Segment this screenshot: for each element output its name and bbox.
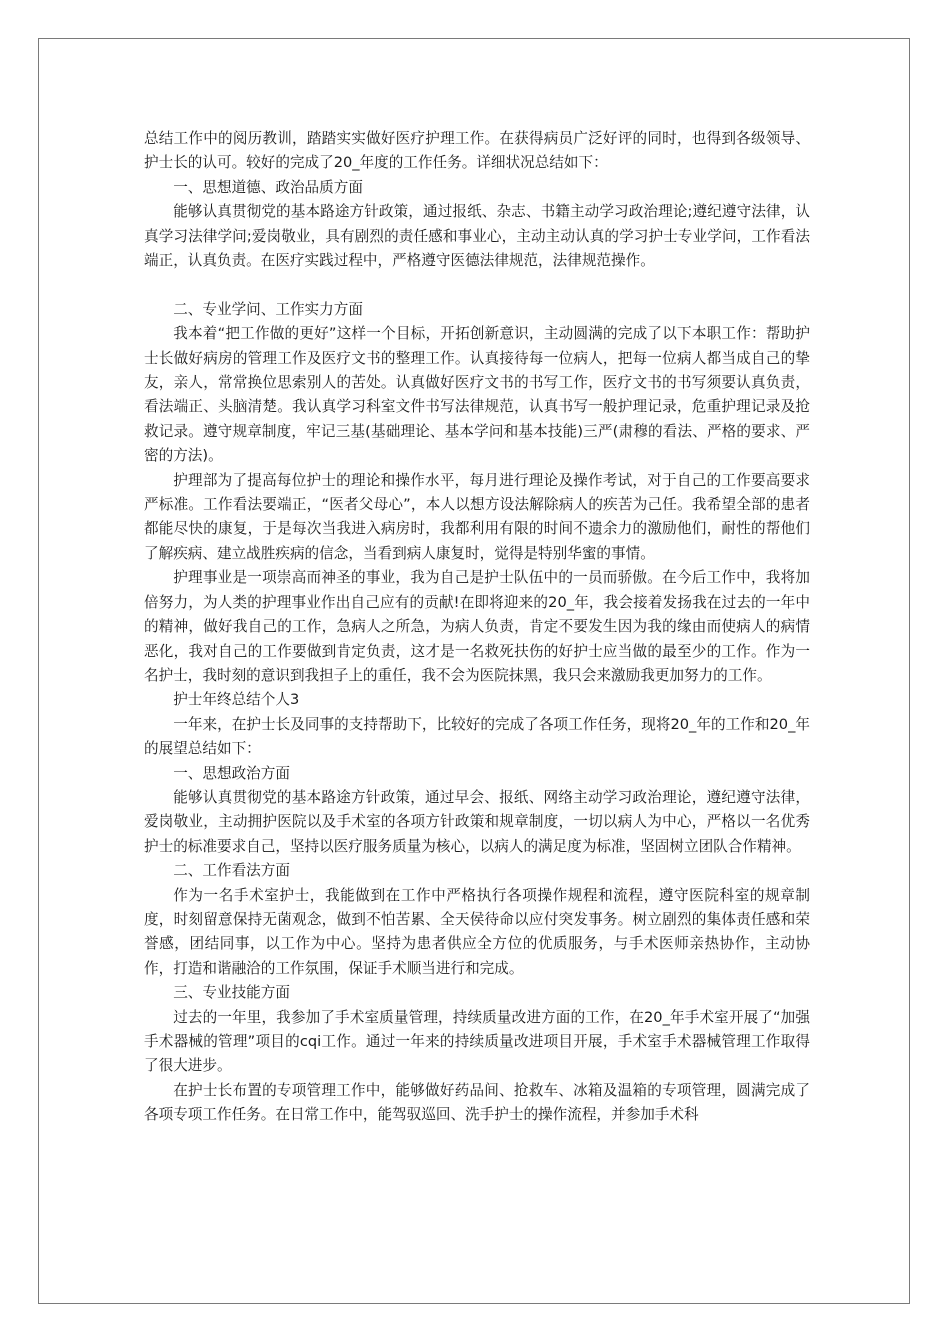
paragraph-summary-3-intro: 一年来，在护士长及同事的支持帮助下，比较好的完成了各项工作任务，现将20_年的工作和20_年的展望总结如下： — [144, 715, 810, 758]
paragraph-professional-1: 我本着“把工作做的更好”这样一个目标，开拓创新意识，主动圆满的完成了以下本职工作：帮助护士长做好病房的管理工作及医疗文书的整理工作。认真接待每一位病人，把每一位病人都当成自己的挚友，亲人，常常换位思索别人的苦处。认真做好医疗文书的书写工作，医疗文书的书写须要认真负责，看法端正、头脑清楚。我认真学习科室文件书写法律规范，认真书写一般护理记录，危重护理记录及抢救记录。遵守规章制度，牢记三基(基础理论、基本学问和基本技能)三严(肃穆的看法、严格的要求、严密的方法)。 — [144, 325, 810, 465]
paragraph-attitude: 作为一名手术室护士，我能做到在工作中严格执行各项操作规程和流程，遵守医院科室的规章制度，时刻留意保持无菌观念，做到不怕苦累、全天侯待命以应付突发事务。树立剧烈的集体责任感和荣誉感，团结同事，以工作为中心。坚持为患者供应全方位的优质服务，与手术医师亲热协作，主动协作，打造和谐融洽的工作氛围，保证手术顺当进行和完成。 — [144, 886, 810, 977]
paragraph-skills-2: 在护士长布置的专项管理工作中，能够做好药品间、抢救车、冰箱及温箱的专项管理，圆满完成了各项专项工作任务。在日常工作中，能驾驭巡回、洗手护士的操作流程，并参加手术科 — [144, 1081, 810, 1124]
paragraph-political: 能够认真贯彻党的基本路途方针政策，通过早会、报纸、网络主动学习政治理论，遵纪遵守法律，爱岗敬业，主动拥护医院以及手术室的各项方针政策和规章制度，一切以病人为中心，严格以一名优秀护士的标准要求自己，坚持以医疗服务质量为核心，以病人的满足度为标准，坚固树立团队合作精神。 — [144, 788, 810, 855]
section-heading-professional: 二、专业学问、工作实力方面 — [173, 300, 363, 318]
section-heading-attitude: 二、工作看法方面 — [173, 862, 290, 880]
section-heading-political: 一、思想政治方面 — [173, 764, 290, 782]
paragraph-professional-2: 护理部为了提高每位护士的理论和操作水平，每月进行理论及操作考试，对于自己的工作要高要求严标准。工作看法要端正，“医者父母心”，本人以想方设法解除病人的疾苦为己任。我希望全部的患者都能尽快的康复，于是每次当我进入病房时，我都利用有限的时间不遗余力的激励他们，耐性的帮他们了解疾病、建立战胜疾病的信念，当看到病人康复时，觉得是特别华蜜的事情。 — [144, 471, 810, 562]
paragraph-skills-1: 过去的一年里，我参加了手术室质量管理，持续质量改进方面的工作，在20_年手术室开展了“加强手术器械的管理”项目的cqi工作。通过一年来的持续质量改进项目开展，手术室手术器械管理工作取得了很大进步。 — [144, 1008, 810, 1075]
paragraph-moral-political: 能够认真贯彻党的基本路途方针政策，通过报纸、杂志、书籍主动学习政治理论;遵纪遵守法律，认真学习法律学问;爱岗敬业，具有剧烈的责任感和事业心，主动主动认真的学习护士专业学问，工作看法端正，认真负责。在医疗实践过程中，严格遵守医德法律规范，法律规范操作。 — [144, 203, 810, 270]
paragraph-professional-3: 护理事业是一项崇高而神圣的事业，我为自己是护士队伍中的一员而骄傲。在今后工作中，我将加倍努力，为人类的护理事业作出自己应有的贡献!在即将迎来的20_年，我会接着发扬我在过去的一年中的精神，做好我自己的工作，急病人之所急，为病人负责，肯定不要发生因为我的缘由而使病人的病情恶化，我对自己的工作要做到肯定负责，这才是一名救死扶伤的好护士应当做的最至少的工作。作为一名护士，我时刻的意识到我担子上的重任，我不会为医院抹黑，我只会来激励我更加努力的工作。 — [144, 569, 810, 684]
paragraph-intro-continued: 总结工作中的阅历教训，踏踏实实做好医疗护理工作。在获得病员广泛好评的同时，也得到各级领导、护士长的认可。较好的完成了20_年度的工作任务。详细状况总结如下： — [144, 130, 810, 172]
section-heading-moral-political: 一、思想道德、政治品质方面 — [173, 178, 363, 196]
document-body — [144, 127, 810, 1128]
blank-line — [144, 273, 810, 297]
section-heading-skills: 三、专业技能方面 — [173, 984, 290, 1002]
title-summary-3: 护士年终总结个人3 — [173, 691, 300, 709]
